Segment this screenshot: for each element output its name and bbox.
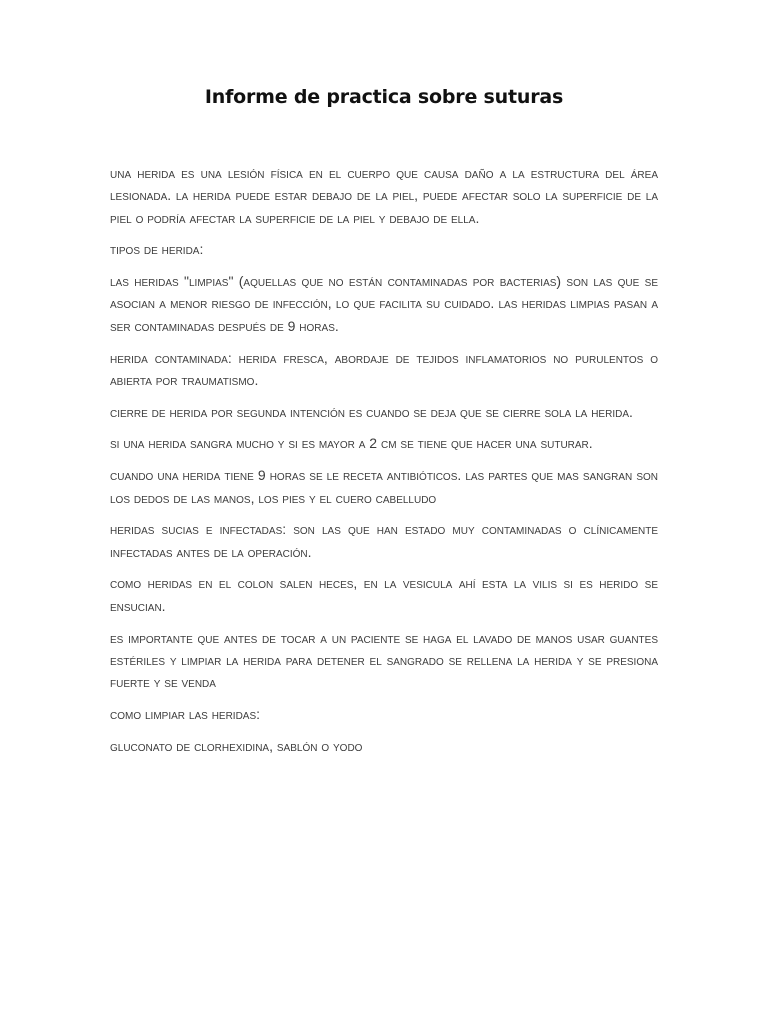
paragraph-clean-wounds: las heridas "limpias" (aquellas que no están contaminadas por bacterias) son las que se asocian a menor riesgo de infección, lo que facilita su cuidado. las heridas limpias pasan a ser contaminadas después de 9 horas. <box>110 273 658 334</box>
paragraph-types-heading: tipos de herida: <box>110 241 204 258</box>
paragraph-antiseptics: gluconato de clorhexidina, sablón o yodo <box>110 737 363 754</box>
paragraph-contaminated-wound: herida contaminada: herida fresca, abordaje de tejidos inflamatorios no purulentos o abierta por traumatismo. <box>110 349 658 388</box>
document-title: Informe de practica sobre suturas <box>204 86 564 108</box>
paragraph-cleaning-heading: como limpiar las heridas: <box>110 705 261 722</box>
paragraph-colon: como heridas en el colon salen heces, en la vesicula ahí esta la vilis si es herido se ensucian. <box>110 575 658 614</box>
document-body <box>110 162 658 767</box>
paragraph-antibiotics: cuando una herida tiene 9 horas se le receta antibióticos. las partes que mas sangran son los dedos de las manos, los pies y el cuero cabelludo <box>110 467 658 506</box>
paragraph-second-intention: cierre de herida por segunda intención es cuando se deja que se cierre sola la herida. <box>110 403 633 420</box>
paragraph-hygiene: es importante que antes de tocar a un paciente se haga el lavado de manos usar guantes estériles y limpiar la herida para detener el sangrado se rellena la herida y se presiona fuerte y se venda <box>110 629 658 691</box>
paragraph-definition: una herida es una lesión física en el cuerpo que causa daño a la estructura del área lesionada. la herida puede estar debajo de la piel, puede afectar solo la superficie de la piel o podría afectar la superficie de la piel y debajo de ella. <box>110 165 658 226</box>
paragraph-suture-criteria: si una herida sangra mucho y si es mayor a 2 cm se tiene que hacer una suturar. <box>110 435 593 452</box>
paragraph-dirty-infected: heridas sucias e infectadas: son las que han estado muy contaminadas o clínicamente infectadas antes de la operación. <box>110 521 658 560</box>
